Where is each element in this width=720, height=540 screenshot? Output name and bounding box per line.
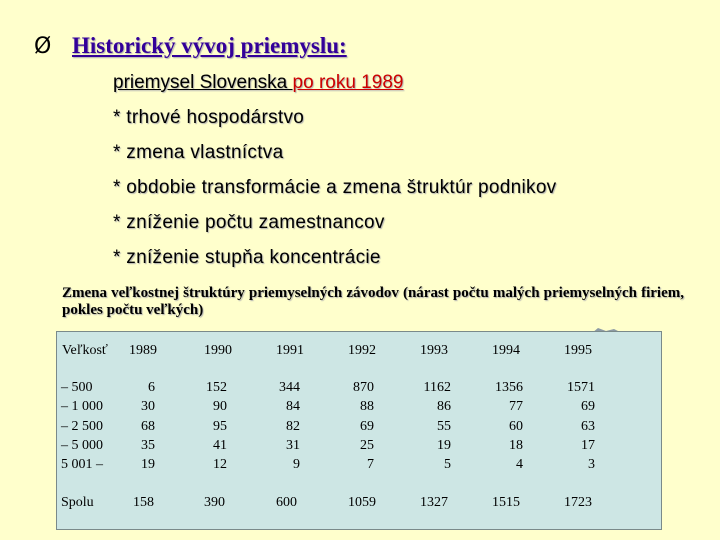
subtitle-part1: priemysel Slovenska (113, 72, 293, 93)
table-cell: 95 (213, 418, 227, 434)
table-cell: 55 (437, 418, 451, 434)
total-cell: 1515 (492, 495, 520, 510)
year-header: 1992 (348, 343, 376, 358)
table-cell: 69 (360, 418, 374, 434)
table-cell: 12 (213, 457, 227, 473)
table-cell: 6 (148, 380, 155, 395)
total-label: Spolu (61, 495, 94, 510)
total-cell: 600 (276, 495, 297, 510)
bullet-item: * trhové hospodárstvo (113, 107, 305, 128)
year-header: 1993 (420, 343, 448, 358)
table-cell: 82 (286, 418, 300, 434)
total-cell: 1327 (420, 495, 448, 510)
table-cell: 25 (360, 437, 374, 453)
table-cell: 68 (141, 418, 155, 434)
table-cell: 7 (367, 457, 374, 473)
table-cell: 19 (141, 457, 155, 473)
table-cell: 17 (581, 437, 595, 453)
total-cell: 1059 (348, 495, 376, 510)
size-category: – 500 (61, 380, 93, 395)
table-cell: 35 (141, 437, 155, 453)
bullet-item: * zníženie počtu zamestnancov (113, 212, 385, 233)
table-cell: 19 (437, 437, 451, 453)
table-cell: 344 (279, 380, 300, 395)
year-column-1991 (272, 378, 300, 474)
subtitle-part2: po roku 1989 (292, 72, 404, 93)
heading-row (34, 33, 347, 59)
total-cell: 1723 (564, 495, 592, 510)
table-cell: 152 (206, 380, 227, 395)
bullet-list (113, 104, 556, 279)
size-category-column (61, 378, 103, 474)
year-column-1989 (133, 378, 155, 474)
table-cell: 60 (509, 418, 523, 434)
table-cell: 870 (353, 380, 374, 395)
table-cell: 88 (360, 399, 374, 415)
table-cell: 30 (141, 399, 155, 415)
table-cell: 9 (293, 457, 300, 473)
size-category: – 5 000 (61, 437, 103, 453)
table-cell: 1162 (423, 380, 451, 395)
table-cell: 84 (286, 399, 300, 415)
size-category: – 1 000 (61, 399, 103, 415)
table-caption: Zmena veľkostnej štruktúry priemyselných závodov (nárast počtu malých priemyselných firiem, pokles počtu veľkých) (62, 285, 684, 318)
table-cell: 4 (516, 457, 523, 473)
year-header: 1994 (492, 343, 520, 358)
table-cell: 3 (588, 457, 595, 473)
size-header: Veľkosť (62, 343, 108, 358)
table-cell: 18 (509, 437, 523, 453)
table-cell: 41 (213, 437, 227, 453)
year-column-1990 (199, 378, 227, 474)
slide-title: Historický vývoj priemyslu: (72, 33, 347, 58)
year-header: 1995 (564, 343, 592, 358)
subtitle (113, 72, 403, 94)
table-cell: 69 (581, 399, 595, 415)
bullet-item: * zníženie stupňa koncentrácie (113, 247, 381, 268)
year-column-1993 (415, 378, 451, 474)
year-column-1995 (559, 378, 595, 474)
size-category: 5 001 – (61, 457, 103, 473)
table-cell: 86 (437, 399, 451, 415)
year-column-1992 (344, 378, 374, 474)
table-cell: 77 (509, 399, 523, 415)
table-cell: 1571 (567, 380, 595, 395)
year-header: 1989 (129, 343, 157, 358)
table-cell: 1356 (495, 380, 523, 395)
table-cell: 90 (213, 399, 227, 415)
statistics-table (56, 331, 662, 530)
bullet-item: * zmena vlastníctva (113, 142, 284, 163)
table-cell: 5 (444, 457, 451, 473)
table-cell: 31 (286, 437, 300, 453)
bullet-item: * obdobie transformácie a zmena štruktúr podnikov (113, 177, 557, 198)
table-cell: 63 (581, 418, 595, 434)
size-category: – 2 500 (61, 418, 103, 434)
total-cell: 390 (204, 495, 225, 510)
year-header: 1991 (276, 343, 304, 358)
total-cell: 158 (133, 495, 154, 510)
year-header: 1990 (204, 343, 232, 358)
arrow-bullet-icon: Ø (34, 33, 52, 59)
year-column-1994 (487, 378, 523, 474)
